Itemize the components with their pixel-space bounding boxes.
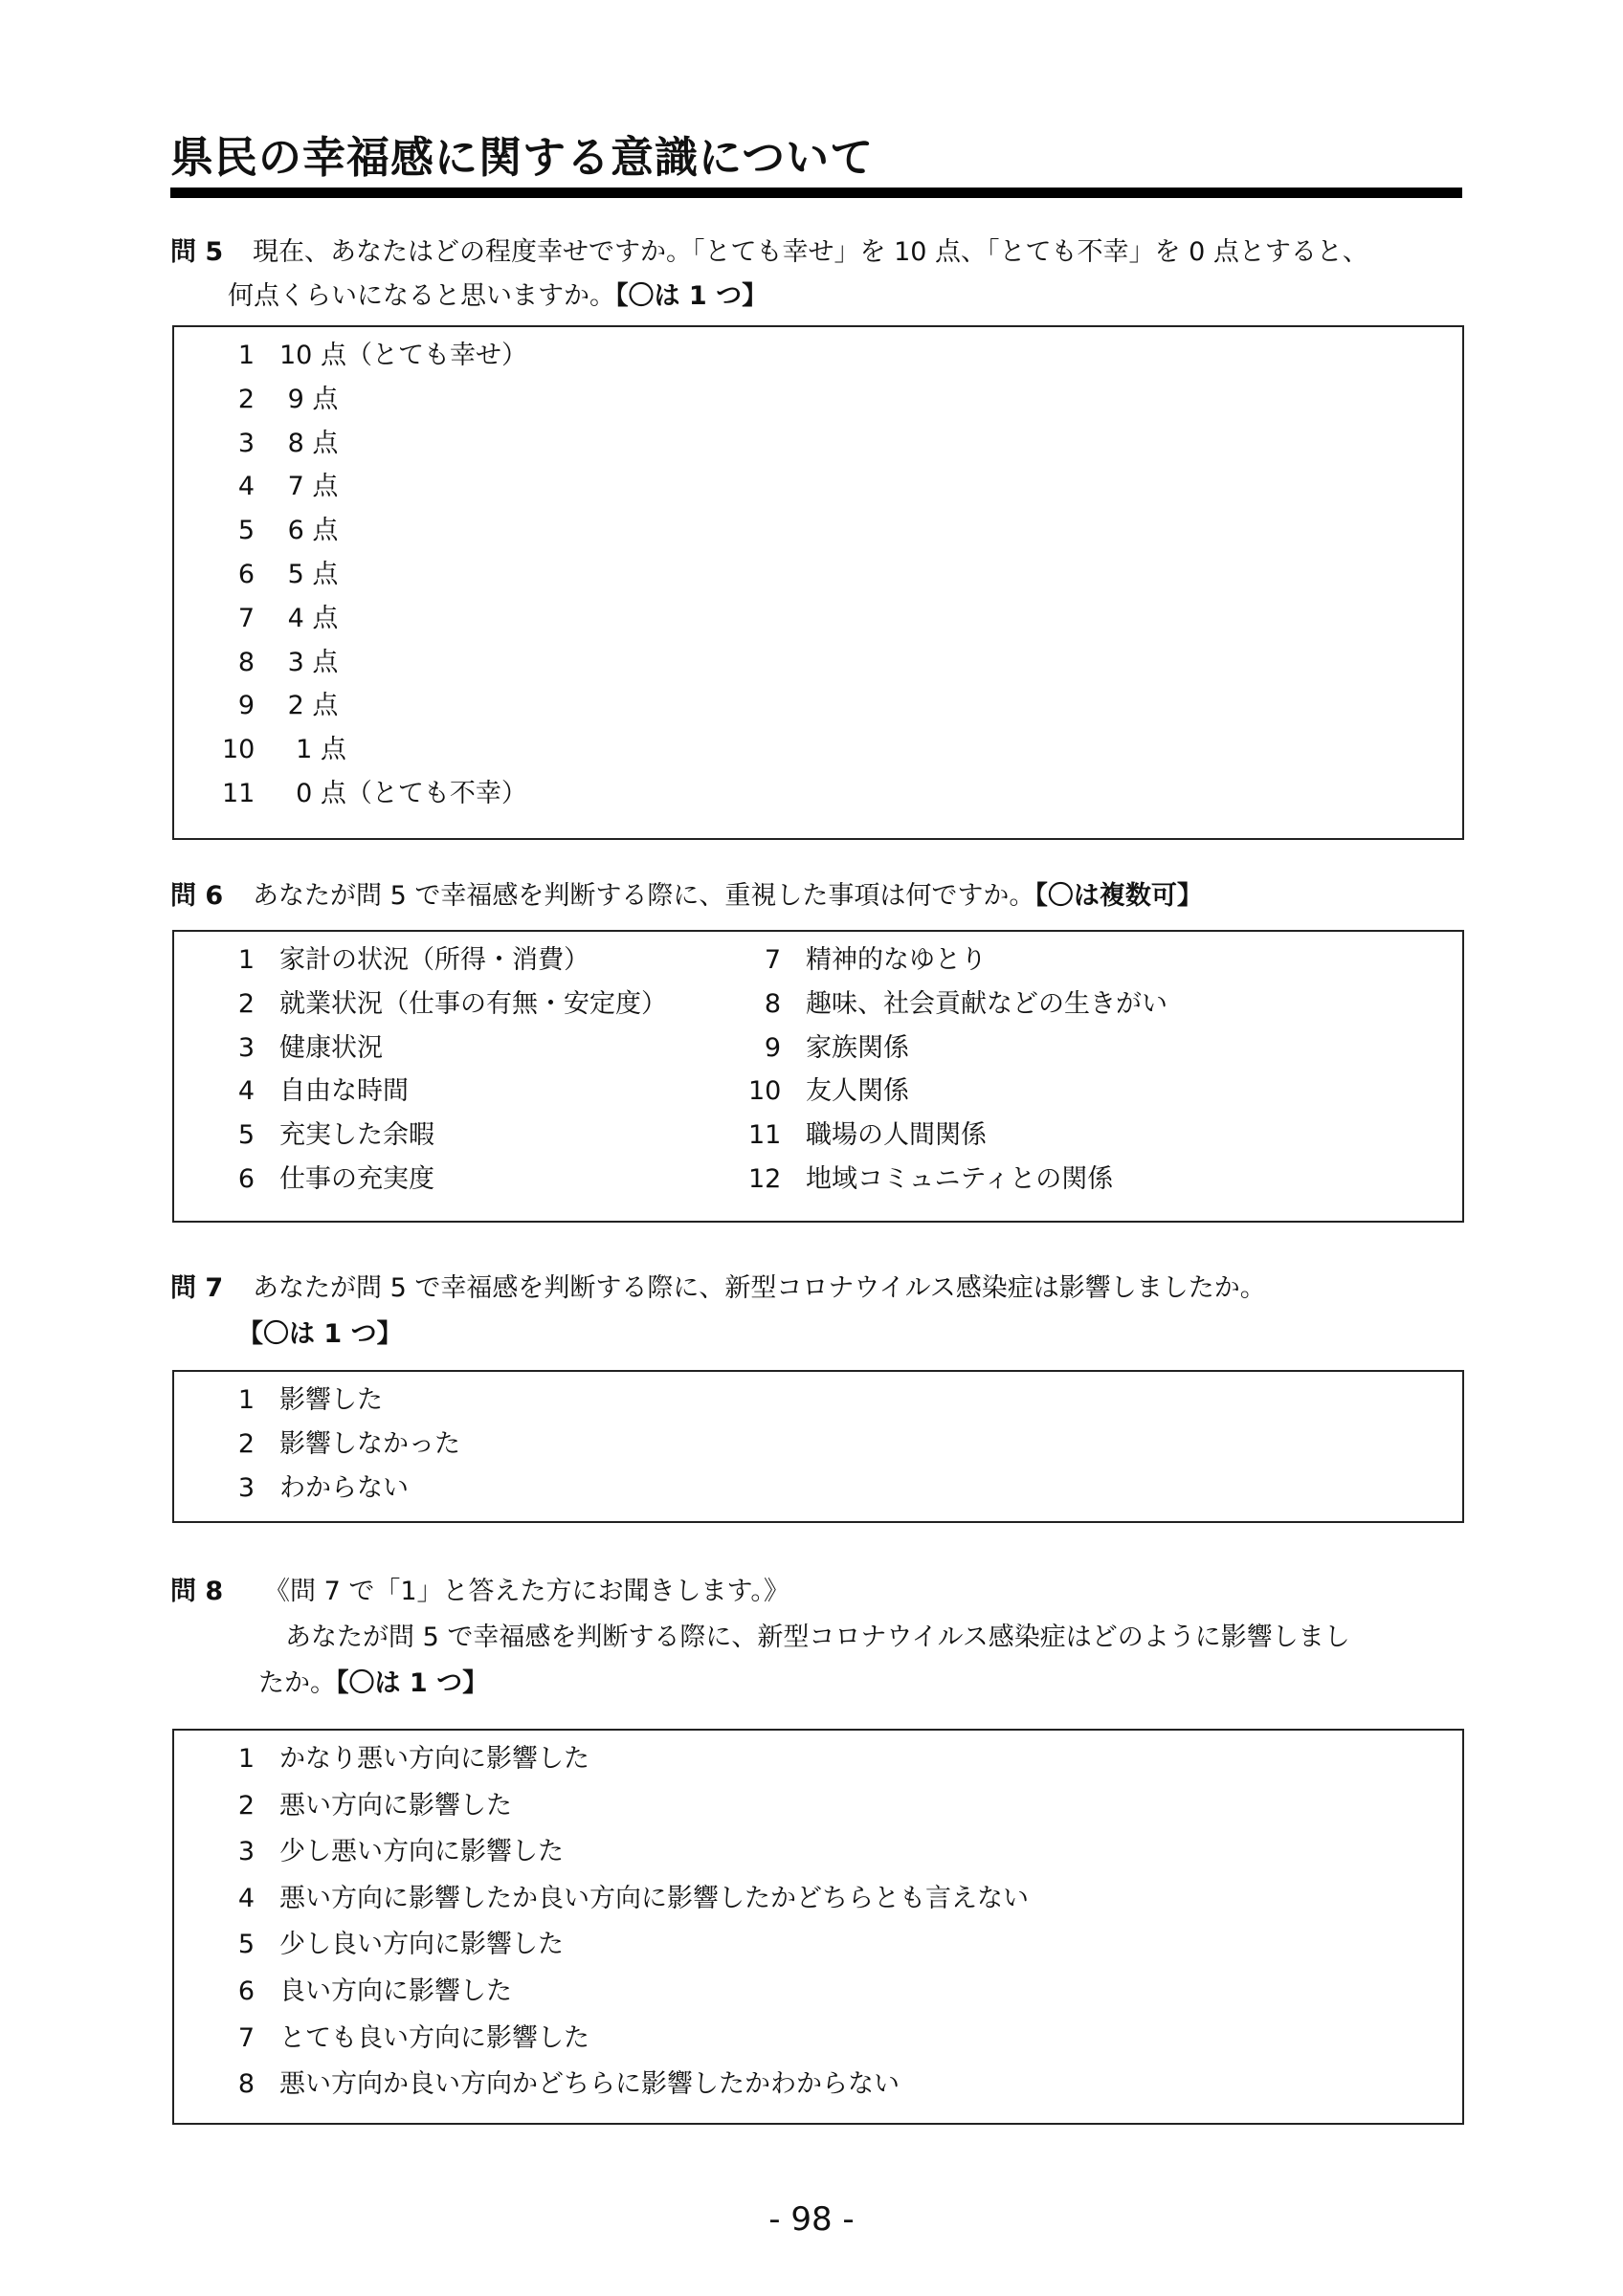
option-text: 趣味、社会貢献などの生きがい [806,988,1167,1019]
option-text: 家族関係 [806,1032,909,1063]
question-condition: 《問 7 で「1」と答えた方にお聞きします。》 [264,1577,789,1606]
question-number: 問 7 [170,1273,224,1303]
option-text: わからない [279,1472,409,1503]
option-number: 7 [237,603,255,633]
option-item [748,989,1167,1020]
option-number: 8 [764,988,781,1019]
option-text: 仕事の充実度 [279,1164,434,1194]
option-item [222,1744,589,1775]
option-item [222,989,667,1020]
option-number: 11 [748,1120,782,1151]
option-text: 4 点 [279,603,339,633]
option-item [748,1076,909,1107]
option-number: 3 [237,428,255,458]
page-number: - 98 - [768,2200,855,2239]
option-number: 10 [748,1076,782,1107]
option-number: 1 [237,945,255,975]
option-item [222,2023,589,2054]
answer-box-q8 [172,1729,1464,2125]
question-text: あなたが問 5 で幸福感を判断する際に、新型コロナウイルス感染症はどのように影響しまし [285,1623,1350,1652]
option-number: 2 [237,384,255,414]
option-text: 影響しなかった [279,1428,460,1459]
option-text: 精神的なゆとり [806,945,987,975]
answer-box-q7 [172,1370,1464,1523]
question-number: 問 8 [170,1577,224,1606]
option-number: 3 [237,1837,255,1867]
answer-box-q6 [172,930,1464,1223]
option-text: 友人関係 [806,1076,909,1107]
option-item [748,1120,987,1151]
answer-box-q5 [172,325,1464,840]
question-7 [170,1266,1472,1361]
page-title: 県民の幸福感に関する意識について [170,132,875,183]
option-item [222,1837,564,1867]
option-item [222,1791,512,1821]
option-item [222,1164,434,1195]
option-number: 6 [237,560,255,589]
option-text: かなり悪い方向に影響した [279,1744,589,1774]
option-text: 6 点 [279,516,339,546]
option-number: 2 [237,988,255,1019]
option-number: 7 [764,945,781,975]
option-item [222,604,338,634]
option-text: 8 点 [279,428,339,458]
option-text: 悪い方向に影響したか良い方向に影響したかどちらとも言えない [279,1883,1029,1913]
option-item [222,1884,1029,1914]
question-text: あなたが問 5 で幸福感を判断する際に、重視した事項は何ですか。 [253,881,1035,911]
option-number: 4 [237,1883,255,1913]
option-text: 0 点（とても不幸） [279,779,527,808]
option-number: 1 [237,341,255,370]
option-number: 4 [237,1076,255,1107]
option-number: 1 [237,1744,255,1774]
option-item [748,1033,909,1064]
question-text: 現在、あなたはどの程度幸せですか。「とても幸せ」を 10 点、「とても不幸」を 0 点とすると、 [253,237,1368,267]
option-item [748,945,987,976]
option-item [222,1473,409,1504]
option-item [222,2069,900,2100]
option-text: 自由な時間 [279,1076,409,1107]
option-item [222,1120,434,1151]
question-5 [170,230,1472,325]
option-number: 3 [237,1472,255,1503]
answer-instruction: 【〇は 1 つ】 [615,281,768,311]
answer-instruction: 【〇は 1 つ】 [237,1319,403,1349]
option-text: 家計の状況（所得・消費） [279,945,589,975]
option-item [222,1076,409,1107]
question-text: たか。 [258,1668,336,1698]
option-text: 悪い方向か良い方向かどちらに影響したかわからない [279,2069,900,2100]
option-number: 8 [237,647,255,677]
option-text: 影響した [279,1385,383,1415]
option-text: 1 点 [279,735,346,765]
option-text: 5 点 [279,560,339,589]
option-text: 良い方向に影響した [279,1976,512,2006]
option-number: 5 [237,1120,255,1151]
option-item [222,560,338,590]
question-text: あなたが問 5 で幸福感を判断する際に、新型コロナウイルス感染症は影響しましたか。 [253,1273,1266,1303]
option-text: 2 点 [279,691,339,721]
option-item [748,1164,1113,1195]
option-text: 悪い方向に影響した [279,1790,512,1821]
option-number: 4 [237,472,255,502]
option-text: 健康状況 [279,1032,383,1063]
option-text: 9 点 [279,384,339,414]
option-number: 5 [237,516,255,546]
answer-instruction: 【〇は複数可】 [1034,881,1203,911]
option-number: 9 [764,1032,781,1063]
option-number: 12 [748,1164,782,1194]
option-text: 少し悪い方向に影響した [279,1837,564,1867]
option-item [222,1033,383,1064]
option-number: 10 [222,735,256,765]
option-text: 充実した余暇 [279,1120,434,1151]
option-number: 7 [237,2022,255,2053]
option-number: 1 [237,1385,255,1415]
option-number: 3 [237,1032,255,1063]
option-text: とても良い方向に影響した [279,2022,589,2053]
option-item [222,691,338,721]
question-number: 問 6 [170,881,224,911]
option-text: 7 点 [279,472,339,502]
option-number: 5 [237,1930,255,1960]
option-text: 就業状況（仕事の有無・安定度） [279,988,667,1019]
option-text: 少し良い方向に影響した [279,1930,564,1960]
option-item [222,779,527,809]
option-number: 11 [222,779,256,808]
option-text: 3 点 [279,647,339,677]
answer-instruction: 【〇は 1 つ】 [336,1668,489,1698]
question-8 [170,1569,1472,1712]
question-6 [170,873,1472,921]
option-item [222,341,527,371]
question-number: 問 5 [170,237,224,267]
option-item [222,1429,460,1460]
option-number: 2 [237,1428,255,1459]
option-number: 8 [237,2069,255,2100]
option-item [222,472,338,502]
option-item [222,385,338,415]
option-text: 10 点（とても幸せ） [279,341,527,370]
option-item [222,648,338,678]
option-item [222,945,589,976]
option-item [222,735,346,765]
option-number: 6 [237,1164,255,1194]
option-text: 職場の人間関係 [806,1120,987,1151]
option-item [222,1976,512,2007]
option-item [222,1930,564,1960]
option-item [222,1385,383,1416]
option-number: 6 [237,1976,255,2006]
option-item [222,429,338,459]
option-number: 2 [237,1790,255,1821]
option-text: 地域コミュニティとの関係 [806,1164,1114,1194]
option-number: 9 [237,691,255,721]
question-text: 何点くらいになると思いますか。 [228,281,615,311]
title-rule [170,188,1462,198]
option-item [222,516,338,546]
